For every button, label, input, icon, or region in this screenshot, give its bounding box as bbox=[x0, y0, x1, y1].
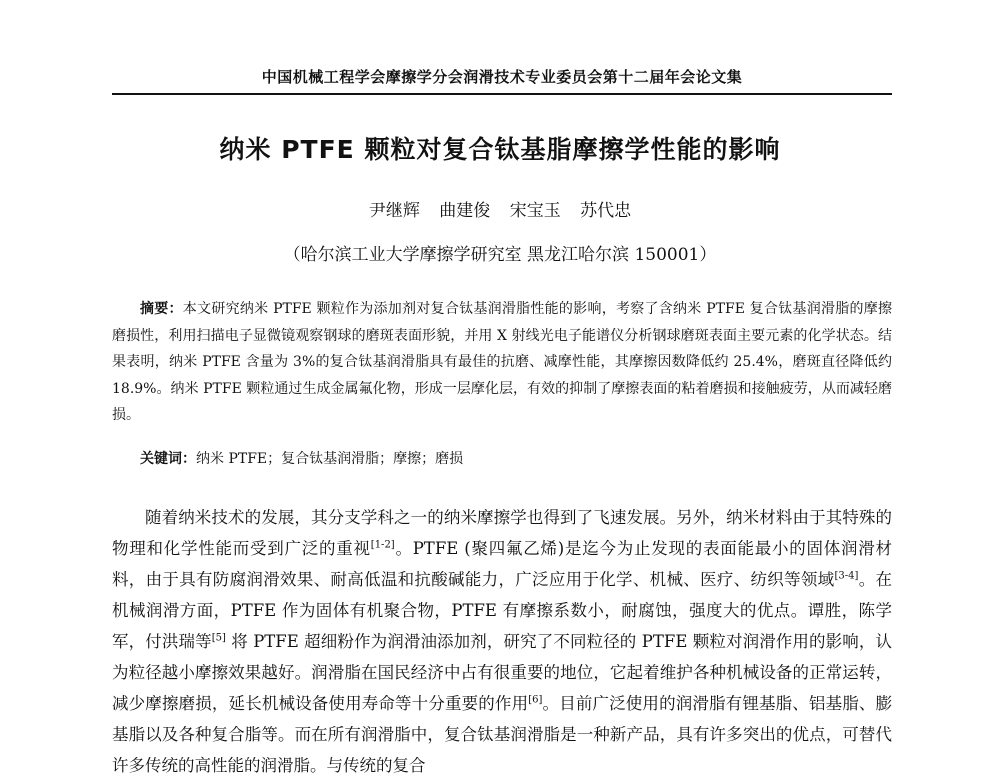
citation: [5] bbox=[211, 632, 226, 644]
citation: [6] bbox=[528, 694, 543, 706]
abstract-label: 摘要： bbox=[140, 301, 183, 317]
journal-header: 中国机械工程学会摩擦学分会润滑技术专业委员会第十二届年会论文集 bbox=[261, 68, 743, 86]
abstract bbox=[112, 296, 892, 429]
keywords-text: 纳米 PTFE；复合钛基润滑脂；摩擦；磨损 bbox=[196, 451, 464, 467]
affiliation: （哈尔滨工业大学摩擦学研究室 黑龙江哈尔滨 150001） bbox=[283, 245, 717, 265]
header-divider bbox=[112, 93, 892, 95]
author-list: 尹继辉 曲建俊 宋宝玉 苏代忠 bbox=[368, 201, 632, 221]
citation: [3-4] bbox=[834, 570, 859, 582]
paper-title: 纳米 PTFE 颗粒对复合钛基脂摩擦学性能的影响 bbox=[219, 135, 781, 164]
citation: [1-2] bbox=[370, 539, 395, 551]
body-segment: 将 PTFE 超细粉作为润滑油添加剂，研究了不同粒径的 PTFE 颗粒对润滑作用的影响，认为粒径越小摩擦效果越好。润滑脂在国民经济中占有很重要的地位，它起着维护各种机械设备的正常运转，减少摩擦磨损，延长机械设备使用寿命等十分重要的作用 bbox=[112, 632, 892, 713]
body-segment: 。目前广泛使用的润滑脂有锂基脂、铝基脂、膨基脂以及各种复合脂等。而在所有润滑脂中，复合钛基润滑脂是一种新产品，具有许多突出的优点，可替代许多传统的高性能的润滑脂。与传统的复合 bbox=[112, 694, 893, 775]
keywords-label: 关键词： bbox=[140, 451, 196, 467]
abstract-text: 本文研究纳米 PTFE 颗粒作为添加剂对复合钛基润滑脂性能的影响，考察了含纳米 PTFE 复合钛基润滑脂的摩擦磨损性，利用扫描电子显微镜观察钢球的磨斑表面形貌，并用 X 射线光电子能谱仪分析钢球磨斑表面主要元素的化学状态。结果表明，纳米 PTFE 含量为 3%的复合钛基润滑脂具有最佳的抗磨、减摩性能，其摩擦因数降低约 25.4%，磨斑直径降低约 18.9%。纳米 PTFE 颗粒通过生成金属氟化物，形成一层摩化层，有效的抑制了摩擦表面的粘着磨损和接触疲劳，从而减轻磨损。 bbox=[112, 301, 893, 423]
keywords bbox=[140, 448, 892, 468]
body-paragraph bbox=[112, 502, 892, 781]
body-segment: 。PTFE (聚四氟乙烯)是迄今为止发现的表面能最小的固体润滑材料，由于具有防腐润滑效果、耐高低温和抗酸碱能力，广泛应用于化学、机械、医疗、纺织等领域 bbox=[112, 539, 892, 589]
body-segment: 。在机械润滑方面，PTFE 作为固体有机聚合物，PTFE 有摩擦系数小，耐腐蚀，强度大的优点。谭胜，陈学军，付洪瑞等 bbox=[112, 570, 893, 651]
body-segment: 随着纳米技术的发展，其分支学科之一的纳米摩擦学也得到了飞速发展。另外，纳米材料由于其特殊的物理和化学性能而受到广泛的重视 bbox=[112, 508, 892, 558]
